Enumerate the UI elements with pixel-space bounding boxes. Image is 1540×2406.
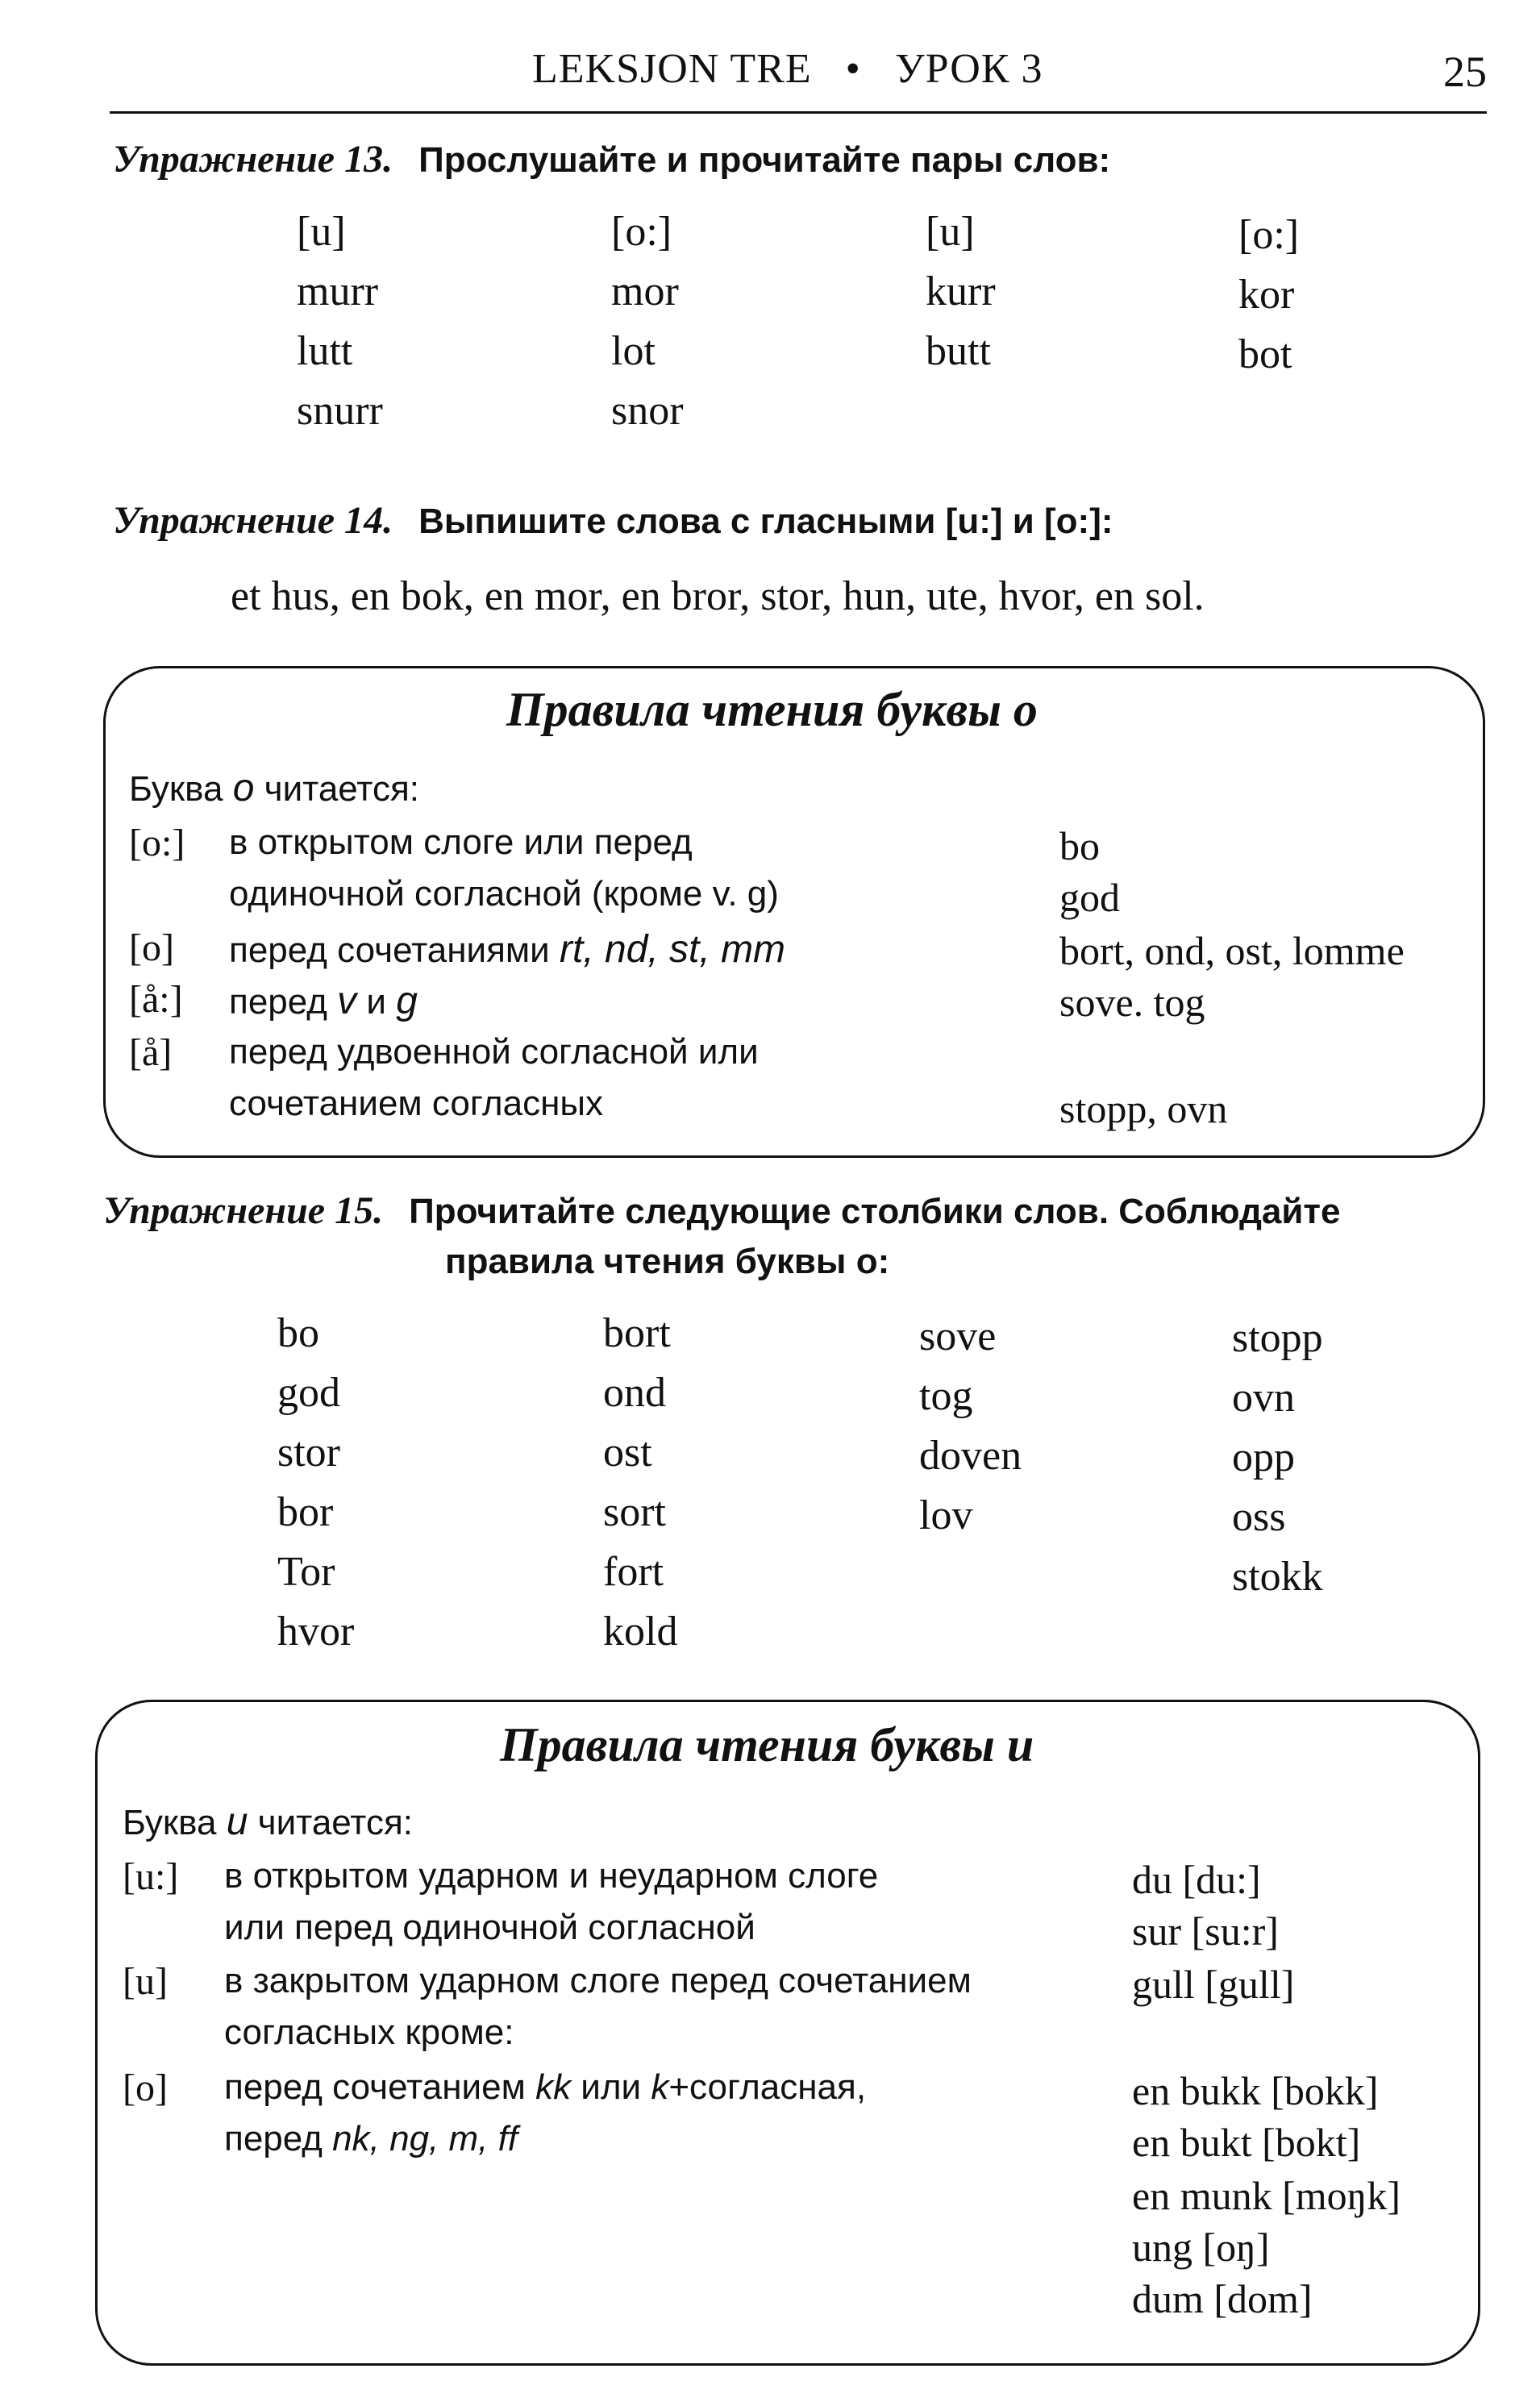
rule-u-example: dum [dom]: [1132, 2276, 1313, 2321]
ex15-col2-word: kold: [603, 1609, 678, 1655]
rule-u-example: ung [oŋ]: [1132, 2225, 1270, 2270]
rule-o-text-italic: g: [396, 980, 418, 1022]
rule-u-example: en munk [moŋk]: [1132, 2173, 1401, 2218]
ex13-col3-word: [u]: [926, 209, 975, 255]
rule-o-sound: [å]: [129, 1031, 173, 1074]
exercise-15-instruction-line2: правила чтения буквы o:: [445, 1242, 890, 1281]
header-separator: •: [845, 46, 861, 92]
rule-u-text: в открытом ударном и неударном слоге: [224, 1856, 879, 1896]
ex15-col4-word: stopp: [1232, 1315, 1323, 1361]
rule-u-text: или перед одиночной согласной: [224, 1908, 755, 1947]
rule-o-text: [229, 927, 785, 972]
exercise-15-heading: [103, 1188, 1340, 1233]
rule-o-text: одиночной согласной (кроме v. g): [229, 874, 779, 914]
rule-u-text-part: перед: [224, 2119, 333, 2158]
rule-u-sound: [o]: [123, 2067, 168, 2109]
rule-u-text: [224, 2067, 866, 2108]
ex15-col3-word: doven: [919, 1433, 1022, 1479]
ex13-col3-word: butt: [926, 328, 991, 374]
rule-o-text: сочетанием согласных: [229, 1084, 603, 1123]
ex13-col2-word: mor: [611, 268, 679, 314]
exercise-14-sentence: et hus, en bok, en mor, en bror, stor, hun, ute, hvor, en sol.: [231, 573, 1205, 619]
rule-o-title: Правила чтения буквы o: [506, 683, 1038, 736]
ex15-col3-word: lov: [919, 1492, 973, 1538]
header-title-left: LEKSJON TRE: [532, 46, 812, 92]
ex13-col1-word: murr: [297, 268, 379, 314]
exercise-14-instruction: Выпишите слова с гласными [u:] и [o:]:: [418, 502, 1113, 541]
rule-o-text: [229, 979, 418, 1023]
running-header: [532, 45, 1043, 93]
ex13-col2-word: snor: [611, 388, 684, 434]
rule-u-intro-text: Буква: [123, 1803, 227, 1842]
rule-o-example: bo: [1059, 823, 1100, 868]
rule-u-intro-text: читается:: [248, 1803, 414, 1842]
rule-o-text-part: перед сочетаниями: [229, 930, 560, 970]
exercise-13-heading: [113, 137, 1110, 181]
exercise-14-label: Упражнение 14.: [113, 499, 393, 542]
rule-u-intro-letter: u: [226, 1800, 248, 1843]
rule-o-intro-text: читается:: [254, 769, 420, 809]
rule-o-text-part: и: [356, 982, 397, 1022]
ex13-col4-word: kor: [1238, 272, 1295, 318]
rule-u-text-part: или: [571, 2067, 651, 2107]
ex15-col2-word: sort: [603, 1489, 666, 1535]
ex13-col1-word: snurr: [297, 388, 383, 434]
rule-o-intro: [129, 766, 419, 810]
header-divider: [110, 111, 1487, 114]
rule-u-example: en bukt [bokt]: [1132, 2120, 1361, 2165]
rule-u-text-italic: kk: [535, 2067, 572, 2107]
rule-o-example: god: [1059, 875, 1120, 920]
exercise-14-heading: [113, 498, 1113, 543]
rule-u-text-part: +согласная,: [668, 2067, 867, 2107]
rule-u-example: gull [gull]: [1132, 1962, 1295, 2007]
ex13-col1-word: [u]: [297, 209, 346, 255]
rule-u-intro: [123, 1800, 413, 1844]
rule-u-example: sur [su:r]: [1132, 1909, 1279, 1954]
rule-o-intro-text: Буква: [129, 769, 233, 809]
rule-o-example: bort, ond, ost, lomme: [1059, 928, 1405, 973]
exercise-15-label: Упражнение 15.: [103, 1189, 384, 1232]
rule-o-sound: [o:]: [129, 822, 185, 864]
ex15-col2-word: ond: [603, 1370, 666, 1416]
ex15-col4-word: opp: [1232, 1434, 1295, 1480]
ex15-col4-word: oss: [1232, 1494, 1286, 1540]
rule-u-text-italic: nk, ng, m, ff: [332, 2119, 518, 2158]
rule-u-text-italic: k: [651, 2067, 669, 2107]
exercise-15-instruction-line1: Прочитайте следующие столбики слов. Соблюдайте: [409, 1192, 1341, 1231]
exercise-13-instruction: Прослушайте и прочитайте пары слов:: [418, 140, 1111, 180]
ex15-col1-word: bo: [277, 1310, 319, 1356]
ex15-col2-word: ost: [603, 1430, 652, 1476]
rule-u-sound: [u]: [123, 1960, 168, 2003]
rule-o-text: в открытом слоге или перед: [229, 822, 693, 862]
ex15-col2-word: fort: [603, 1549, 664, 1595]
ex15-col4-word: ovn: [1232, 1375, 1295, 1421]
ex13-col4-word: bot: [1238, 331, 1292, 377]
ex15-col3-word: sove: [919, 1313, 997, 1359]
exercise-13-label: Упражнение 13.: [113, 138, 393, 181]
page-number: 25: [1443, 48, 1487, 96]
ex15-col2-word: bort: [603, 1310, 671, 1356]
rule-u-title: Правила чтения буквы u: [500, 1718, 1034, 1771]
rule-u-text: в закрытом ударном слоге перед сочетанием: [224, 1961, 972, 2000]
ex15-col3-word: tog: [919, 1373, 973, 1419]
rule-o-text-italic: rt, nd, st, mm: [560, 928, 786, 971]
rule-u-sound: [u:]: [123, 1855, 179, 1898]
rule-o-example: stopp, ovn: [1059, 1086, 1228, 1131]
ex13-col2-word: [o:]: [611, 209, 672, 255]
ex13-col1-word: lutt: [297, 328, 353, 374]
rule-u-text-part: перед сочетанием: [224, 2067, 536, 2107]
ex15-col1-word: bor: [277, 1489, 334, 1535]
rule-o-sound: [o]: [129, 926, 174, 969]
ex13-col3-word: kurr: [926, 268, 996, 314]
rule-u-text: [224, 2119, 518, 2159]
ex13-col4-word: [o:]: [1238, 212, 1300, 258]
ex15-col1-word: Tor: [277, 1549, 335, 1595]
header-title-right: УРОК 3: [894, 46, 1043, 92]
ex15-col1-word: hvor: [277, 1609, 355, 1655]
rule-o-sound: [å:]: [129, 978, 183, 1021]
rule-o-intro-letter: o: [232, 767, 255, 810]
rule-o-text-italic: v: [337, 980, 357, 1022]
ex15-col4-word: stokk: [1232, 1554, 1323, 1600]
ex15-col1-word: god: [277, 1370, 340, 1416]
rule-u-example: du [du:]: [1132, 1857, 1261, 1902]
ex15-col1-word: stor: [277, 1430, 340, 1476]
rule-o-text: перед удвоенной согласной или: [229, 1032, 759, 1072]
rule-o-text-part: перед: [229, 982, 338, 1022]
rule-o-example: sove. tog: [1059, 980, 1205, 1025]
rule-u-example: en bukk [bokk]: [1132, 2068, 1379, 2113]
ex13-col2-word: lot: [611, 328, 656, 374]
rule-u-text: согласных кроме:: [224, 2013, 514, 2052]
